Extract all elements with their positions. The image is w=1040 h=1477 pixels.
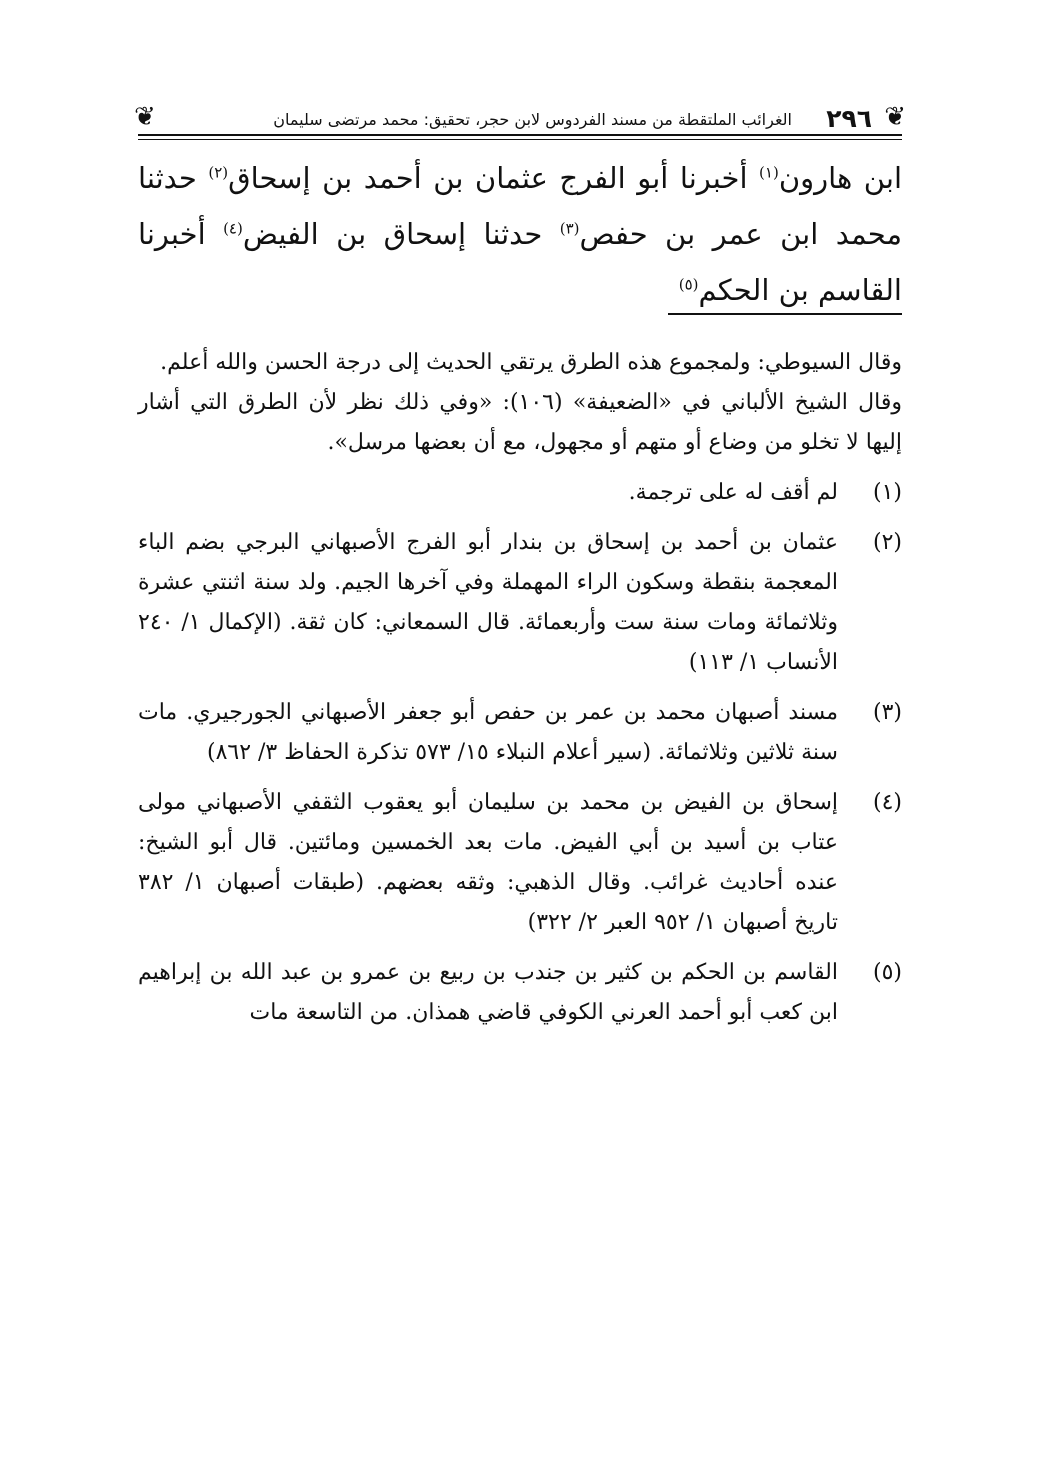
isnad-paragraph xyxy=(138,150,902,318)
footnote-number: (١) xyxy=(872,480,902,505)
header-rule xyxy=(138,134,902,136)
footnote-ref[interactable]: (٤) xyxy=(223,219,243,238)
footnote-ref[interactable]: (٣) xyxy=(559,219,580,238)
footnote-number: (٤) xyxy=(872,790,902,815)
ornament-icon: ❦ xyxy=(884,102,906,132)
header-rule-thin xyxy=(138,139,902,140)
footnote-text: مسند أصبهان محمد بن عمر بن حفص أبو جعفر الأصبهاني الجورجيري. مات سنة ثلاثين وثلاثمائة. (سير أعلام النبلاء ١٥/ ٥٧٣ تذكرة الحفاظ ٣/ ٨٦٢) xyxy=(138,700,838,765)
footnotes-area xyxy=(138,343,902,1033)
footnote-text: القاسم بن الحكم بن كثير بن جندب بن ربيع بن عمرو بن عبد الله بن إبراهيم ابن كعب أبو أحمد العرني الكوفي قاضي همذان. من التاسعة مات xyxy=(138,960,838,1025)
footnote xyxy=(138,953,902,1033)
footnote-text: عثمان بن أحمد بن إسحاق بن بندار أبو الفرج الأصبهاني البرجي بضم الباء المعجمة بنقطة وسكون الراء المهملة وفي آخرها الجيم. ولد سنة اثنتي عشرة وثلاثمائة ومات سنة ست وأربعمائة. قال السمعاني: كان ثقة. (الإكمال ١/ ٢٤٠ الأنساب ١/ ١١٣) xyxy=(138,530,838,675)
footnote-text: لم أقف له على ترجمة. xyxy=(628,480,838,505)
footnote-number: (٣) xyxy=(872,700,902,725)
footnote-ref[interactable]: (٢) xyxy=(208,163,229,182)
footnote-text: إسحاق بن الفيض بن محمد بن سليمان أبو يعقوب الثقفي الأصبهاني مولى عتاب بن أسيد بن أبي الفيض. مات بعد الخمسين ومائتين. قال أبو الشيخ: عنده أحاديث غرائب. وقال الذهبي: وثقه بعضهم. (طبقات أصبهان ١/ ٣٨٢ تاريخ أصبهان ١/ ٩٥٢ العبر ٢/ ٣٢٢) xyxy=(138,790,839,935)
page-number: ٢٩٦ xyxy=(826,104,872,133)
footnote-number: (٥) xyxy=(872,960,902,985)
page-header xyxy=(134,100,906,140)
text-segment: ابن هارون xyxy=(778,161,902,195)
ornament-icon: ❦ xyxy=(134,102,156,132)
text-segment: أخبرنا أبو الفرج عثمان بن أحمد بن إسحاق xyxy=(228,161,760,195)
footnote xyxy=(138,783,902,943)
footnote-ref[interactable]: (١) xyxy=(759,163,779,182)
main-text xyxy=(138,150,902,318)
running-title: الغرائب الملتقطة من مسند الفردوس لابن حجر، تحقيق: محمد مرتضى سليمان xyxy=(273,110,792,129)
footnote xyxy=(138,693,902,773)
footnote xyxy=(138,473,902,513)
text-segment: حدثنا إسحاق بن الفيض xyxy=(242,217,560,251)
footnote xyxy=(138,523,902,683)
text-segment: حدثنا محمد ابن عمر بن حفص xyxy=(138,161,902,251)
note-paragraph: وقال السيوطي: ولمجموع هذه الطرق يرتقي الحديث إلى درجة الحسن والله أعلم. xyxy=(160,350,902,375)
text-segment: أخبرنا القاسم بن الحكم xyxy=(138,217,902,307)
note-paragraph: وقال الشيخ الألباني في «الضعيفة» (١٠٦): «وفي ذلك نظر لأن الطرق التي أشار إليها لا تخلو من وضاع أو متهم أو مجهول، مع أن بعضها مرسل». xyxy=(138,390,902,455)
footnote-ref[interactable]: (٥) xyxy=(678,275,699,294)
footnote-number: (٢) xyxy=(872,530,902,555)
footnote-separator xyxy=(668,313,902,315)
